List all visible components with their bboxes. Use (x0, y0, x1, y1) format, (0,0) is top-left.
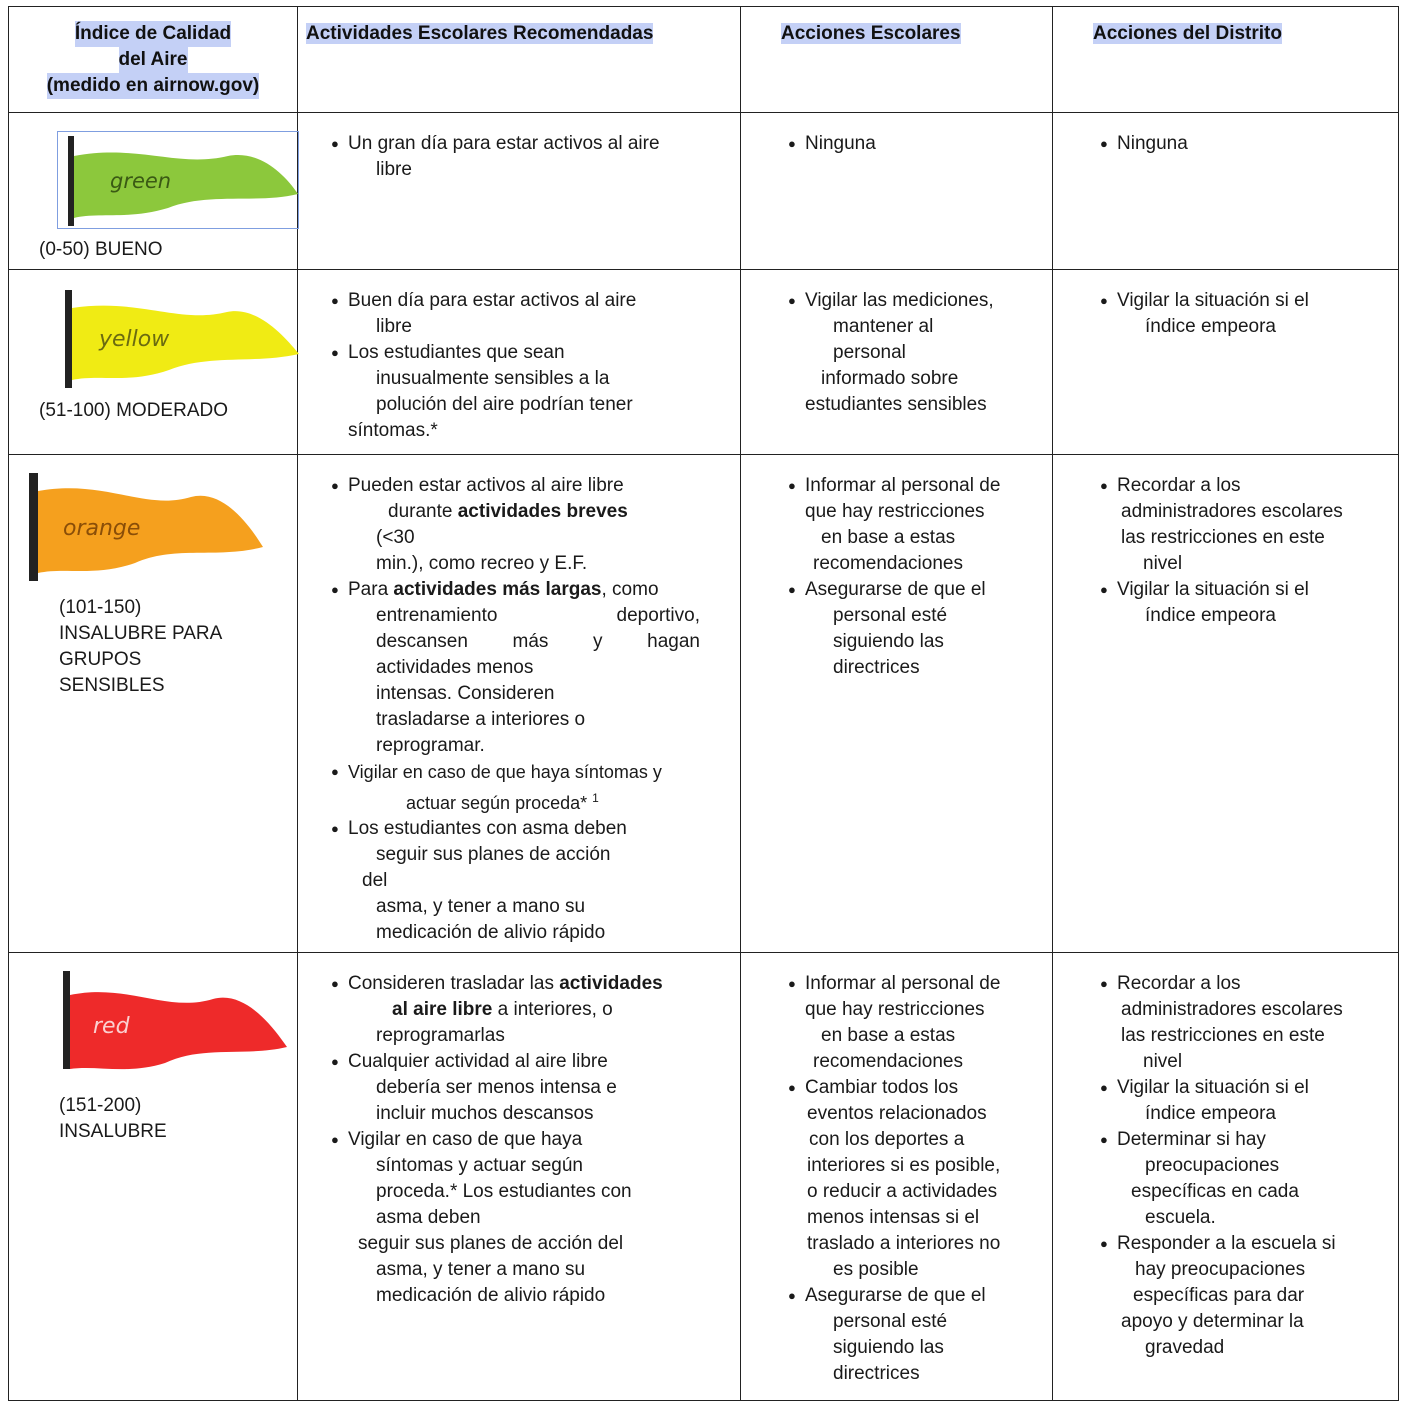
header-aqi (9, 7, 298, 113)
list-item: ● Los estudiantes con asma deben seguir sus planes de acción del asma, y tener a mano su medicación de alivio rápido (348, 816, 708, 946)
list-item: ● Vigilar en caso de que haya síntomas y actuar según proceda* $^1$ (348, 759, 708, 816)
list-item: ● Un gran día para estar activos al aire libre (348, 131, 708, 183)
table-row (9, 113, 1399, 270)
list-item: ● Asegurarse de que el personal esté siguiendo las directrices (805, 1283, 1037, 1387)
table-row (9, 270, 1399, 455)
aqi-level-cell-red (9, 953, 298, 1401)
list-item: ● Consideren trasladar las actividades al aire libre a interiores, o reprogramarlas (348, 971, 708, 1049)
list-item: ● Vigilar en caso de que haya síntomas y actuar según proceda.* Los estudiantes con asma deben seguir sus planes de acción del asma, y tener a mano su medicación de alivio rápido (348, 1127, 708, 1309)
list-item: ● Los estudiantes que sean inusualmente sensibles a la polución del aire podrían tener síntomas.* (348, 340, 708, 444)
table-row (9, 953, 1399, 1401)
air-quality-table (8, 6, 1399, 1401)
green-flag-icon (57, 131, 299, 229)
list-item: ● Buen día para estar activos al aire libre (348, 288, 708, 340)
svg-text:red: red (93, 1014, 130, 1039)
list-item: ● Vigilar las mediciones, mantener al personal informado sobre estudiantes sensibles (805, 288, 1037, 418)
svg-text:yellow: yellow (99, 327, 170, 352)
list-item: ● Asegurarse de que el personal esté siguiendo las directrices (805, 577, 1037, 681)
orange-flag-icon (25, 473, 265, 583)
list-item: ● Informar al personal de que hay restricciones en base a estas recomendaciones (805, 473, 1037, 577)
header-aqi-line2: del Aire (119, 47, 188, 73)
list-item: ● Ninguna (805, 131, 1037, 157)
header-aqi-line3: (medido en airnow.gov) (47, 73, 260, 99)
list-item: ● Cualquier actividad al aire libre debería ser menos intensa e incluir muchos descansos (348, 1049, 708, 1127)
aqi-level-cell-orange (9, 455, 298, 953)
list-item: ● Responder a la escuela si hay preocupaciones específicas para dar apoyo y determinar la gravedad (1117, 1231, 1367, 1361)
list-item: ● Pueden estar activos al aire libre durante actividades breves (<30 min.), como recreo y E.F. (348, 473, 708, 577)
header-activities: Actividades Escolares Recomendadas (298, 7, 741, 113)
list-item: ● Ninguna (1117, 131, 1367, 157)
svg-text:green: green (110, 169, 172, 193)
list-item: ● Recordar a los administradores escolares las restricciones en este nivel (1117, 473, 1367, 577)
header-aqi-line1: Índice de Calidad (75, 21, 231, 47)
list-item: ● Informar al personal de que hay restricciones en base a estas recomendaciones (805, 971, 1037, 1075)
aqi-level-label: (101-150) INSALUBRE PARA GRUPOS SENSIBLES (59, 597, 223, 696)
aqi-level-label: (0-50) BUENO (39, 239, 163, 260)
header-district-actions: Acciones del Distrito (1053, 7, 1399, 113)
list-item: ● Vigilar la situación si el índice empeora (1117, 288, 1367, 340)
yellow-flag-icon (59, 290, 299, 390)
list-item: ● Vigilar la situación si el índice empeora (1117, 577, 1367, 629)
list-item: ● Recordar a los administradores escolares las restricciones en este nivel (1117, 971, 1367, 1075)
header-row (9, 7, 1399, 113)
aqi-level-cell-green (9, 113, 298, 270)
header-school-actions: Acciones Escolares (741, 7, 1053, 113)
svg-text:orange: orange (63, 516, 141, 541)
aqi-level-cell-yellow (9, 270, 298, 455)
aqi-level-label: (151-200) INSALUBRE (59, 1095, 167, 1142)
list-item: ● Determinar si hay preocupaciones específicas en cada escuela. (1117, 1127, 1367, 1231)
table-row (9, 455, 1399, 953)
red-flag-icon (57, 971, 297, 1071)
aqi-level-label: (51-100) MODERADO (39, 400, 228, 421)
list-item: ● Para actividades más largas, como entrenamiento deportivo, descansen más y hagan actividades menos intensas. Consideren trasladarse a interiores o reprogramar. (348, 577, 708, 759)
list-item: ● Cambiar todos los eventos relacionados con los deportes a interiores si es posible, o reducir a actividades menos intensas si el traslado a interiores no es posible (805, 1075, 1037, 1283)
list-item: ● Vigilar la situación si el índice empeora (1117, 1075, 1367, 1127)
